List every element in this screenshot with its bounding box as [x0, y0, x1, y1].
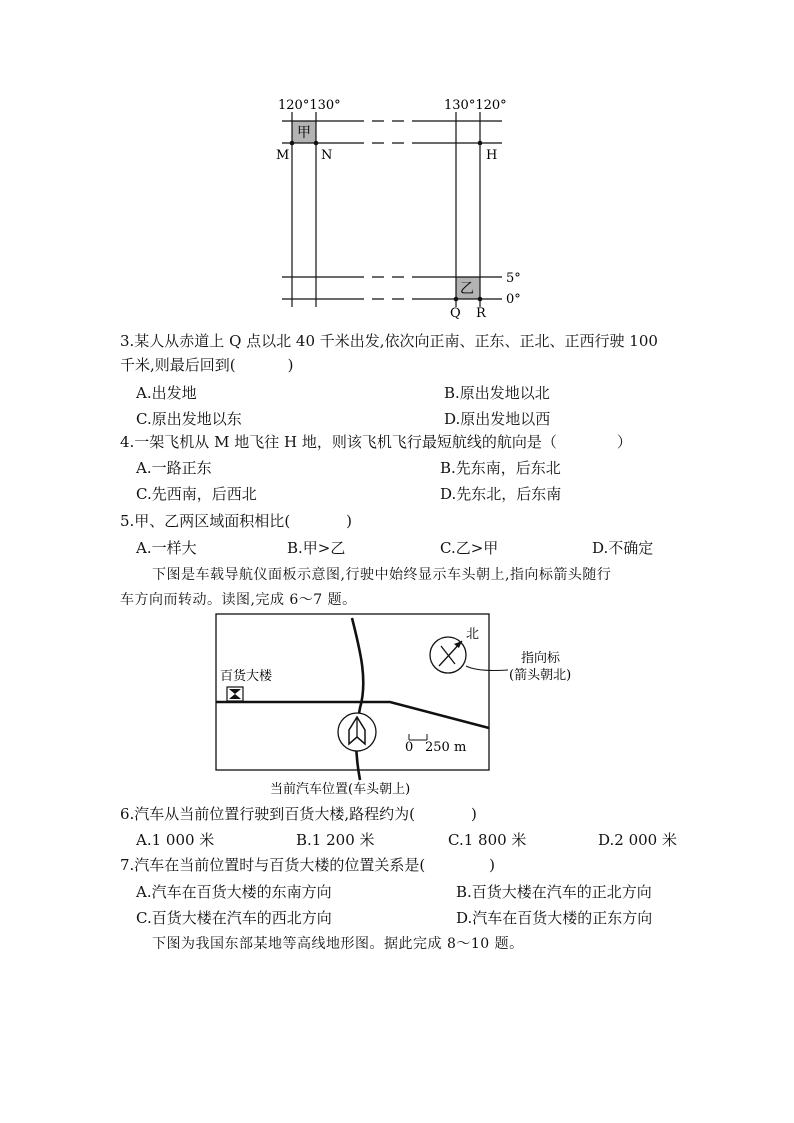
- q4-option-c[interactable]: C.先西南，后西北: [136, 485, 257, 503]
- figure-lat-long-grid: [270, 92, 540, 320]
- north-label: 北: [466, 627, 480, 642]
- q3-stem-line1: 3.某人从赤道上 Q 点以北 40 千米出发,依次向正南、正东、正北、正西行驶 100: [120, 332, 658, 350]
- intro1-line1: 下图是车载导航仪面板示意图,行驶中始终显示车头朝上,指向标箭头随行: [152, 567, 612, 583]
- q3-option-a[interactable]: A.出发地: [136, 384, 197, 402]
- q6-stem-close: ): [470, 805, 477, 823]
- q5-stem: 5.甲、乙两区域面积相比(: [120, 512, 291, 530]
- building-icon: [227, 687, 243, 701]
- q6-option-c[interactable]: C.1 800 米: [448, 831, 527, 849]
- label-r: R: [476, 306, 486, 320]
- q7-option-c[interactable]: C.百货大楼在汽车的西北方向: [136, 909, 332, 927]
- q5-option-b[interactable]: B.甲>乙: [287, 539, 346, 557]
- point-m-dot: [290, 141, 295, 146]
- q3-stem-close: ): [287, 356, 294, 374]
- q6-option-d[interactable]: D.2 000 米: [598, 831, 677, 849]
- road-vertical: [352, 618, 363, 780]
- label-q: Q: [450, 306, 461, 320]
- q4-stem: 4.一架飞机从 M 地飞往 H 地，则该飞机飞行最短航线的航向是（: [120, 433, 557, 451]
- label-jia: 甲: [297, 125, 311, 141]
- fig1-top-left-labels: 120°130°: [278, 98, 341, 113]
- q4-option-b[interactable]: B.先东南，后东北: [440, 459, 561, 477]
- compass-icon: [430, 637, 466, 673]
- scale-zero: 0: [405, 740, 414, 755]
- q7-option-b[interactable]: B.百货大楼在汽车的正北方向: [456, 883, 652, 901]
- label-h: H: [486, 148, 498, 163]
- q3-option-b[interactable]: B.原出发地以北: [444, 384, 550, 402]
- q7-stem: 7.汽车在当前位置时与百货大楼的位置关系是(: [120, 856, 426, 874]
- fig1-top-right-labels: 130°120°: [444, 98, 507, 113]
- car-marker-icon: [338, 713, 376, 751]
- q6-option-b[interactable]: B.1 200 米: [296, 831, 375, 849]
- label-m: M: [276, 148, 290, 163]
- intro1-line2: 车方向而转动。读图,完成 6～7 题。: [120, 592, 357, 608]
- label-yi: 乙: [460, 281, 474, 297]
- label-n: N: [321, 148, 333, 163]
- compass-leader-line: [466, 666, 508, 671]
- q5-option-a[interactable]: A.一样大: [136, 539, 197, 557]
- q7-option-d[interactable]: D.汽车在百货大楼的正东方向: [456, 909, 653, 927]
- point-r-dot: [478, 297, 483, 302]
- q7-option-a[interactable]: A.汽车在百货大楼的东南方向: [136, 883, 332, 901]
- q4-option-d[interactable]: D.先东北，后东南: [440, 485, 562, 503]
- q5-stem-close: ): [346, 512, 353, 530]
- q3-stem-line2: 千米,则最后回到(: [120, 356, 236, 374]
- q4-stem-close: ）: [616, 433, 632, 451]
- point-q-dot: [454, 297, 459, 302]
- point-n-dot: [314, 141, 319, 146]
- label-lat-0: 0°: [506, 292, 521, 307]
- q4-option-a[interactable]: A.一路正东: [136, 459, 212, 477]
- q7-stem-close: ): [489, 856, 496, 874]
- intro2-line1: 下图为我国东部某地等高线地形图。据此完成 8～10 题。: [152, 936, 524, 952]
- compass-label-line1: 指向标: [521, 651, 561, 666]
- label-lat-5: 5°: [506, 271, 521, 286]
- q3-option-c[interactable]: C.原出发地以东: [136, 410, 242, 428]
- q6-stem: 6.汽车从当前位置行驶到百货大楼,路程约为(: [120, 805, 415, 823]
- q6-option-a[interactable]: A.1 000 米: [136, 831, 215, 849]
- car-caption: 当前汽车位置(车头朝上): [270, 782, 411, 797]
- building-label: 百货大楼: [220, 669, 273, 684]
- scale-value: 250 m: [425, 740, 467, 755]
- point-h-dot: [478, 141, 483, 146]
- q3-option-d[interactable]: D.原出发地以西: [444, 410, 551, 428]
- figure-navigation-panel: [210, 610, 600, 800]
- q5-option-d[interactable]: D.不确定: [592, 539, 654, 557]
- compass-label-line2: (箭头朝北): [509, 668, 572, 683]
- q5-option-c[interactable]: C.乙>甲: [440, 539, 499, 557]
